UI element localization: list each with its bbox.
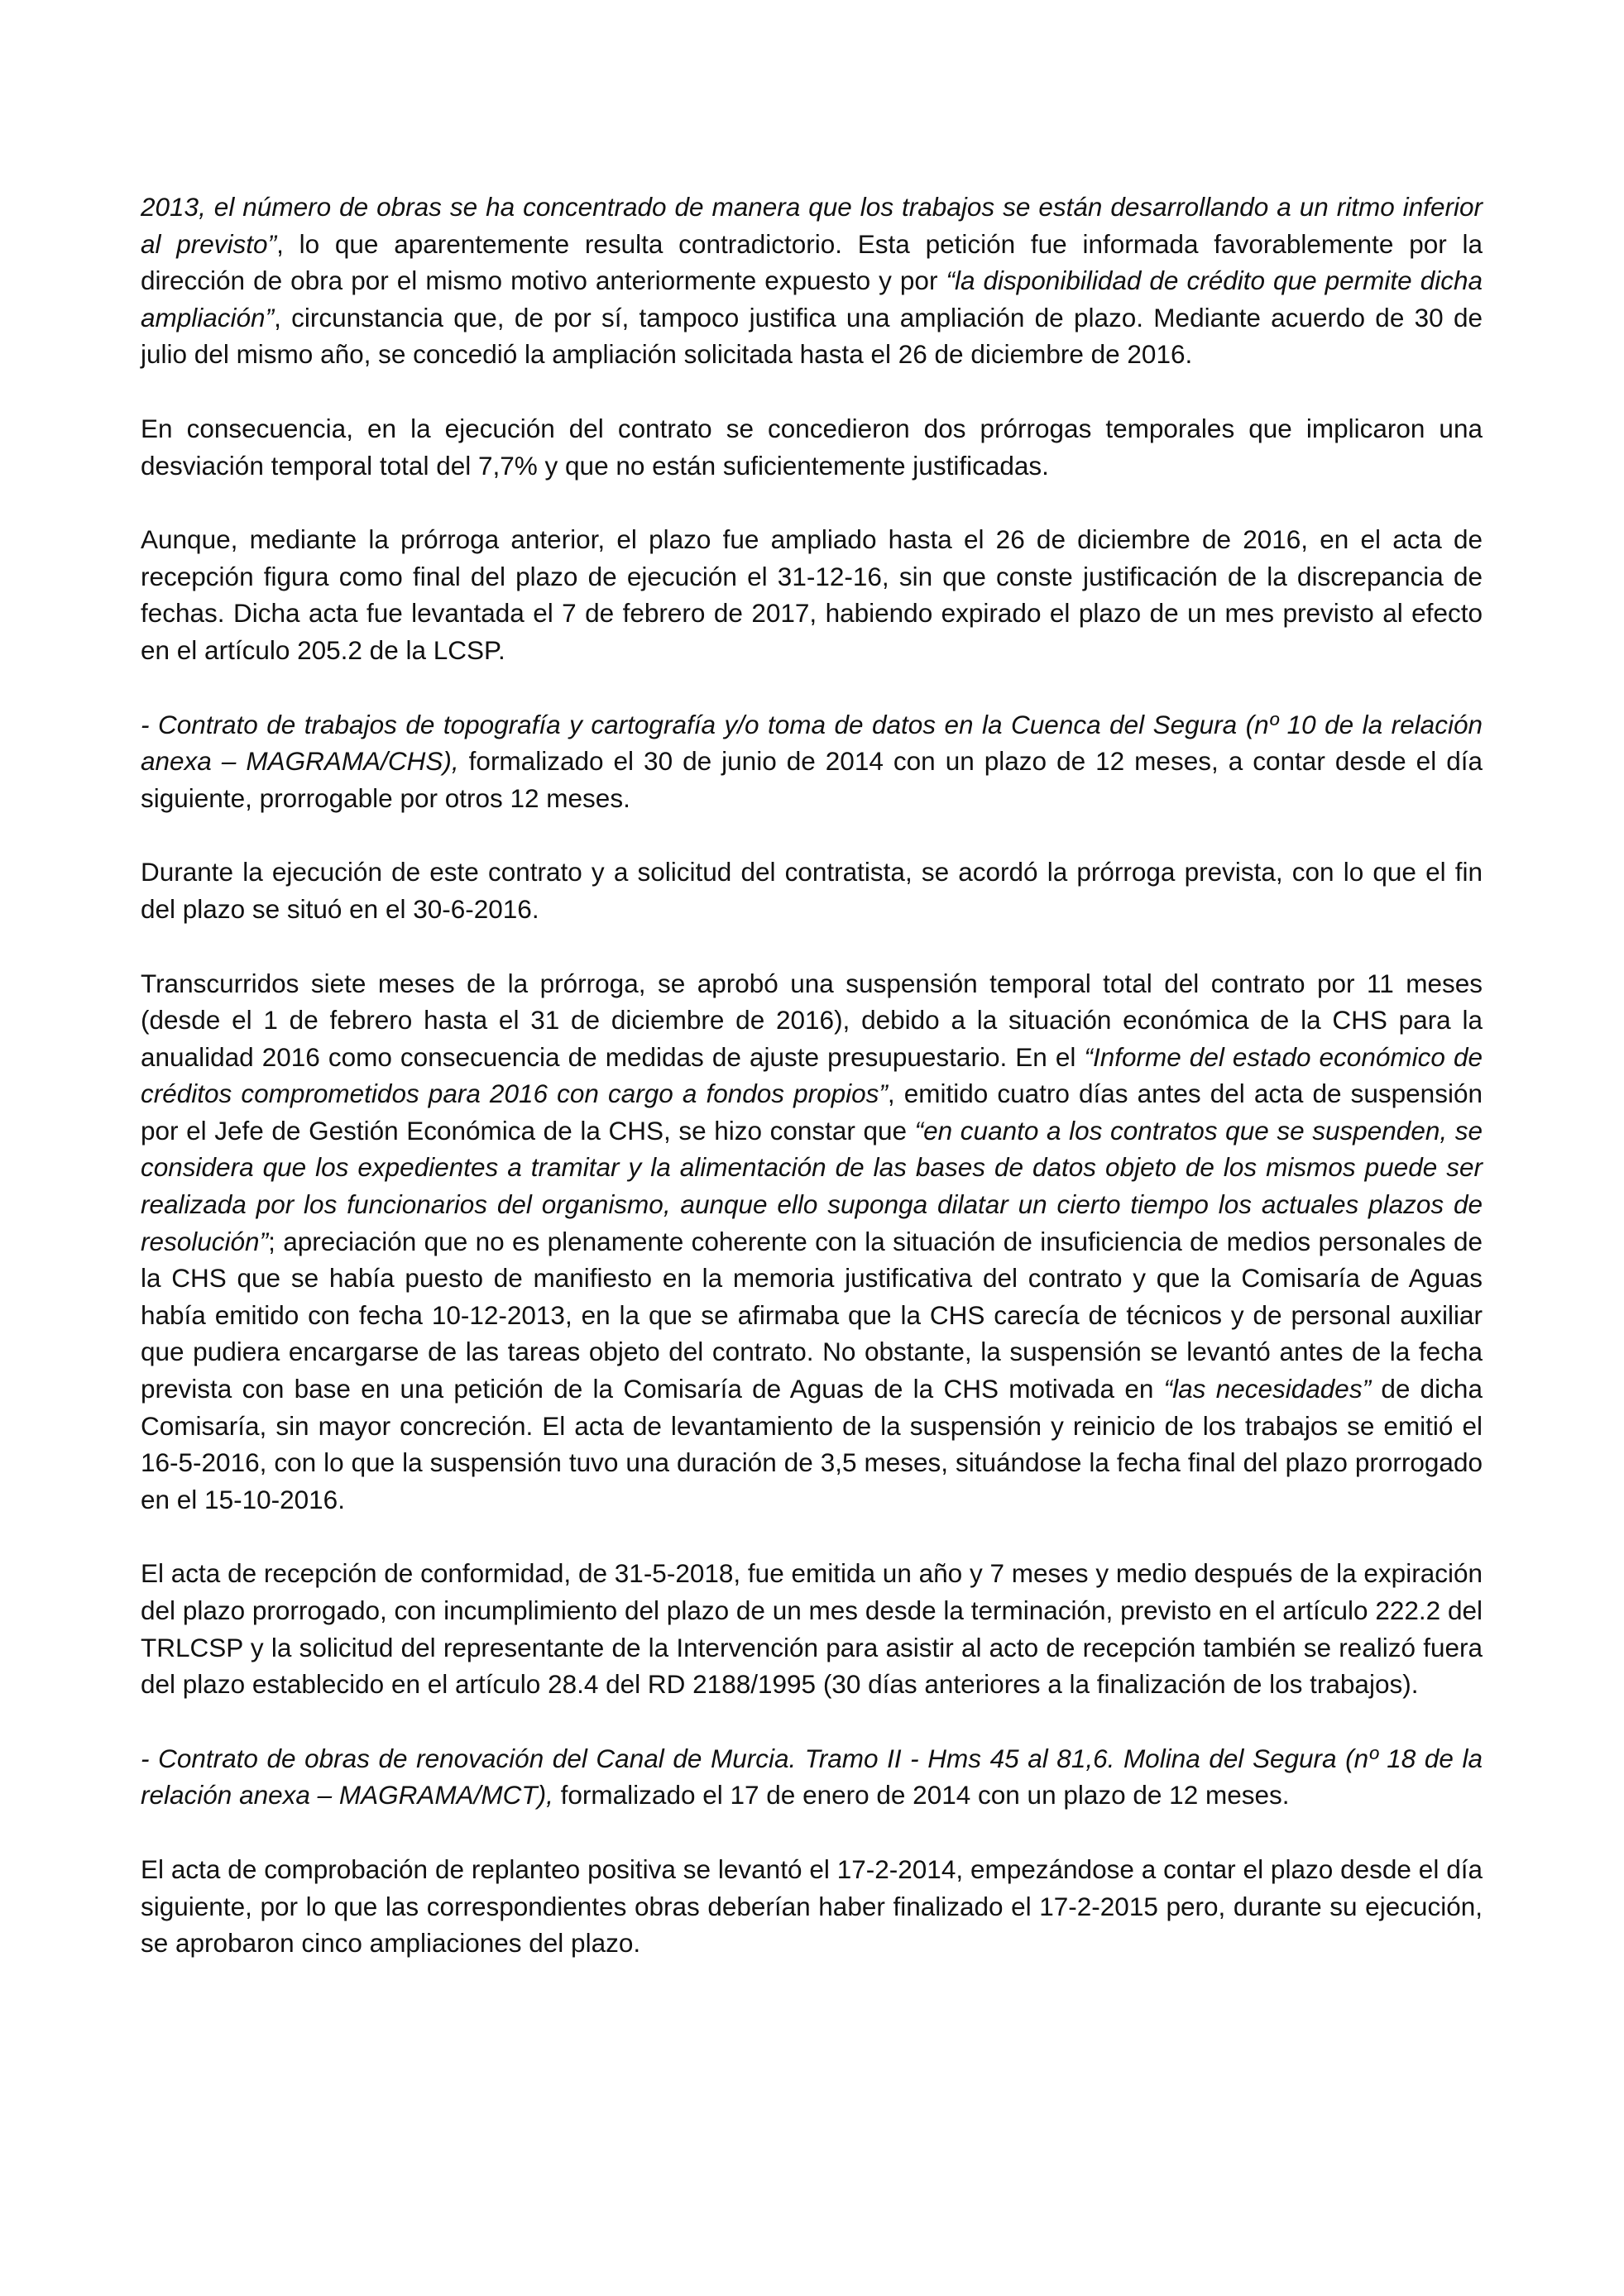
paragraph-6-segment-3: , emitido cuatro días antes del acta de suspensión por el Jefe de Gestión Económica de la CHS, se hizo constar que (141, 1079, 1483, 1146)
paragraph-1 (141, 189, 1483, 373)
paragraph-2 (141, 410, 1483, 484)
paragraph-2-segment-1: En consecuencia, en la ejecución del contrato se concedieron dos prórrogas temporales que implicaron una desviación temporal total del 7,7% y que no están suficientemente justificadas. (141, 413, 1483, 481)
paragraph-4-segment-1: - Contrato de trabajos de topografía y cartografía y/o toma de datos en la Cuenca del Segura (nº 10 de la relación anexa – MAGRAMA/CHS), (141, 709, 1483, 777)
paragraph-6-segment-2: “Informe del estado económico de créditos comprometidos para 2016 con cargo a fondos propios” (141, 1041, 1483, 1109)
paragraph-7-segment-1: El acta de recepción de conformidad, de 31-5-2018, fue emitida un año y 7 meses y medio después de la expiración del plazo prorrogado, con incumplimiento del plazo de un mes desde la terminación, previsto en el artículo 222.2 del TRLCSP y la solicitud del representante de la Intervención para asistir al acto de recepción también se realizó fuera del plazo establecido en el artículo 28.4 del RD 2188/1995 (30 días anteriores a la finalización de los trabajos). (141, 1558, 1483, 1700)
paragraph-6-segment-5: ; apreciación que no es plenamente coherente con la situación de insuficiencia de medios personales de la CHS que se había puesto de manifiesto en la memoria justificativa del contrato y que la Comisaría de Aguas había emitido con fecha 10-12-2013, en la que se afirmaba que la CHS carecía de técnicos y de personal auxiliar que pudiera encargarse de las tareas objeto del contrato. No obstante, la suspensión se levantó antes de la fecha prevista con base en una petición de la Comisaría de Aguas de la CHS motivada en (141, 1226, 1483, 1404)
paragraph-1-segment-4: , circunstancia que, de por sí, tampoco justifica una ampliación de plazo. Mediante acuerdo de 30 de julio del mismo año, se concedió la ampliación solicitada hasta el 26 de diciembre de 2016. (141, 302, 1483, 370)
paragraph-8-segment-1: - Contrato de obras de renovación del Canal de Murcia. Tramo II - Hms 45 al 81,6. Molina del Segura (nº 18 de la relación anexa – MAGRAMA/MCT), (141, 1743, 1483, 1810)
paragraph-9 (141, 1851, 1483, 1962)
paragraph-4 (141, 706, 1483, 817)
paragraph-7 (141, 1555, 1483, 1702)
paragraph-6-segment-1: Transcurridos siete meses de la prórroga, se aprobó una suspensión temporal total del contrato por 11 meses (desde el 1 de febrero hasta el 31 de diciembre de 2016), debido a la situación económica de la CHS para la anualidad 2016 como consecuencia de medidas de ajuste presupuestario. En el (141, 968, 1483, 1072)
paragraph-3-segment-1: Aunque, mediante la prórroga anterior, el plazo fue ampliado hasta el 26 de diciembre de 2016, en el acta de recepción figura como final del plazo de ejecución el 31-12-16, sin que conste justificación de la discrepancia de fechas. Dicha acta fue levantada el 7 de febrero de 2017, habiendo expirado el plazo de un mes previsto al efecto en el artículo 205.2 de la LCSP. (141, 524, 1483, 665)
paragraph-1-segment-2: , lo que aparentemente resulta contradictorio. Esta petición fue informada favorablemente por la dirección de obra por el mismo motivo anteriormente expuesto y por (141, 228, 1483, 296)
paragraph-5-segment-1: Durante la ejecución de este contrato y a solicitud del contratista, se acordó la prórroga prevista, con lo que el fin del plazo se situó en el 30-6-2016. (141, 857, 1483, 924)
paragraph-6-segment-4: “en cuanto a los contratos que se suspenden, se considera que los expedientes a tramitar y la alimentación de las bases de datos objeto de los mismos puede ser realizada por los funcionarios del organismo, aunque ello suponga dilatar un cierto tiempo los actuales plazos de resolución” (141, 1115, 1483, 1256)
paragraph-3 (141, 521, 1483, 668)
paragraph-6-segment-7: de dicha Comisaría, sin mayor concreción. El acta de levantamiento de la suspensión y reinicio de los trabajos se emitió el 16-5-2016, con lo que la suspensión tuvo una duración de 3,5 meses, situándose la fecha final del plazo prorrogado en el 15-10-2016. (141, 1374, 1483, 1514)
paragraph-6 (141, 965, 1483, 1519)
paragraph-6-segment-6: “las necesidades” (1163, 1374, 1372, 1404)
paragraph-4-segment-2: formalizado el 30 de junio de 2014 con un plazo de 12 meses, a contar desde el día siguiente, prorrogable por otros 12 meses. (141, 746, 1483, 813)
paragraph-9-segment-1: El acta de comprobación de replanteo positiva se levantó el 17-2-2014, empezándose a contar el plazo desde el día siguiente, por lo que las correspondientes obras deberían haber finalizado el 17-2-2015 pero, durante su ejecución, se aprobaron cinco ampliaciones del plazo. (141, 1854, 1483, 1959)
paragraph-5 (141, 854, 1483, 927)
paragraph-1-segment-3: “la disponibilidad de crédito que permite dicha ampliación” (141, 265, 1483, 332)
paragraph-1-segment-1: 2013, el número de obras se ha concentrado de manera que los trabajos se están desarrollando a un ritmo inferior al previsto” (141, 192, 1483, 259)
paragraph-8-segment-2: formalizado el 17 de enero de 2014 con un plazo de 12 meses. (553, 1780, 1290, 1810)
paragraph-8 (141, 1740, 1483, 1814)
document-body (141, 189, 1483, 1962)
